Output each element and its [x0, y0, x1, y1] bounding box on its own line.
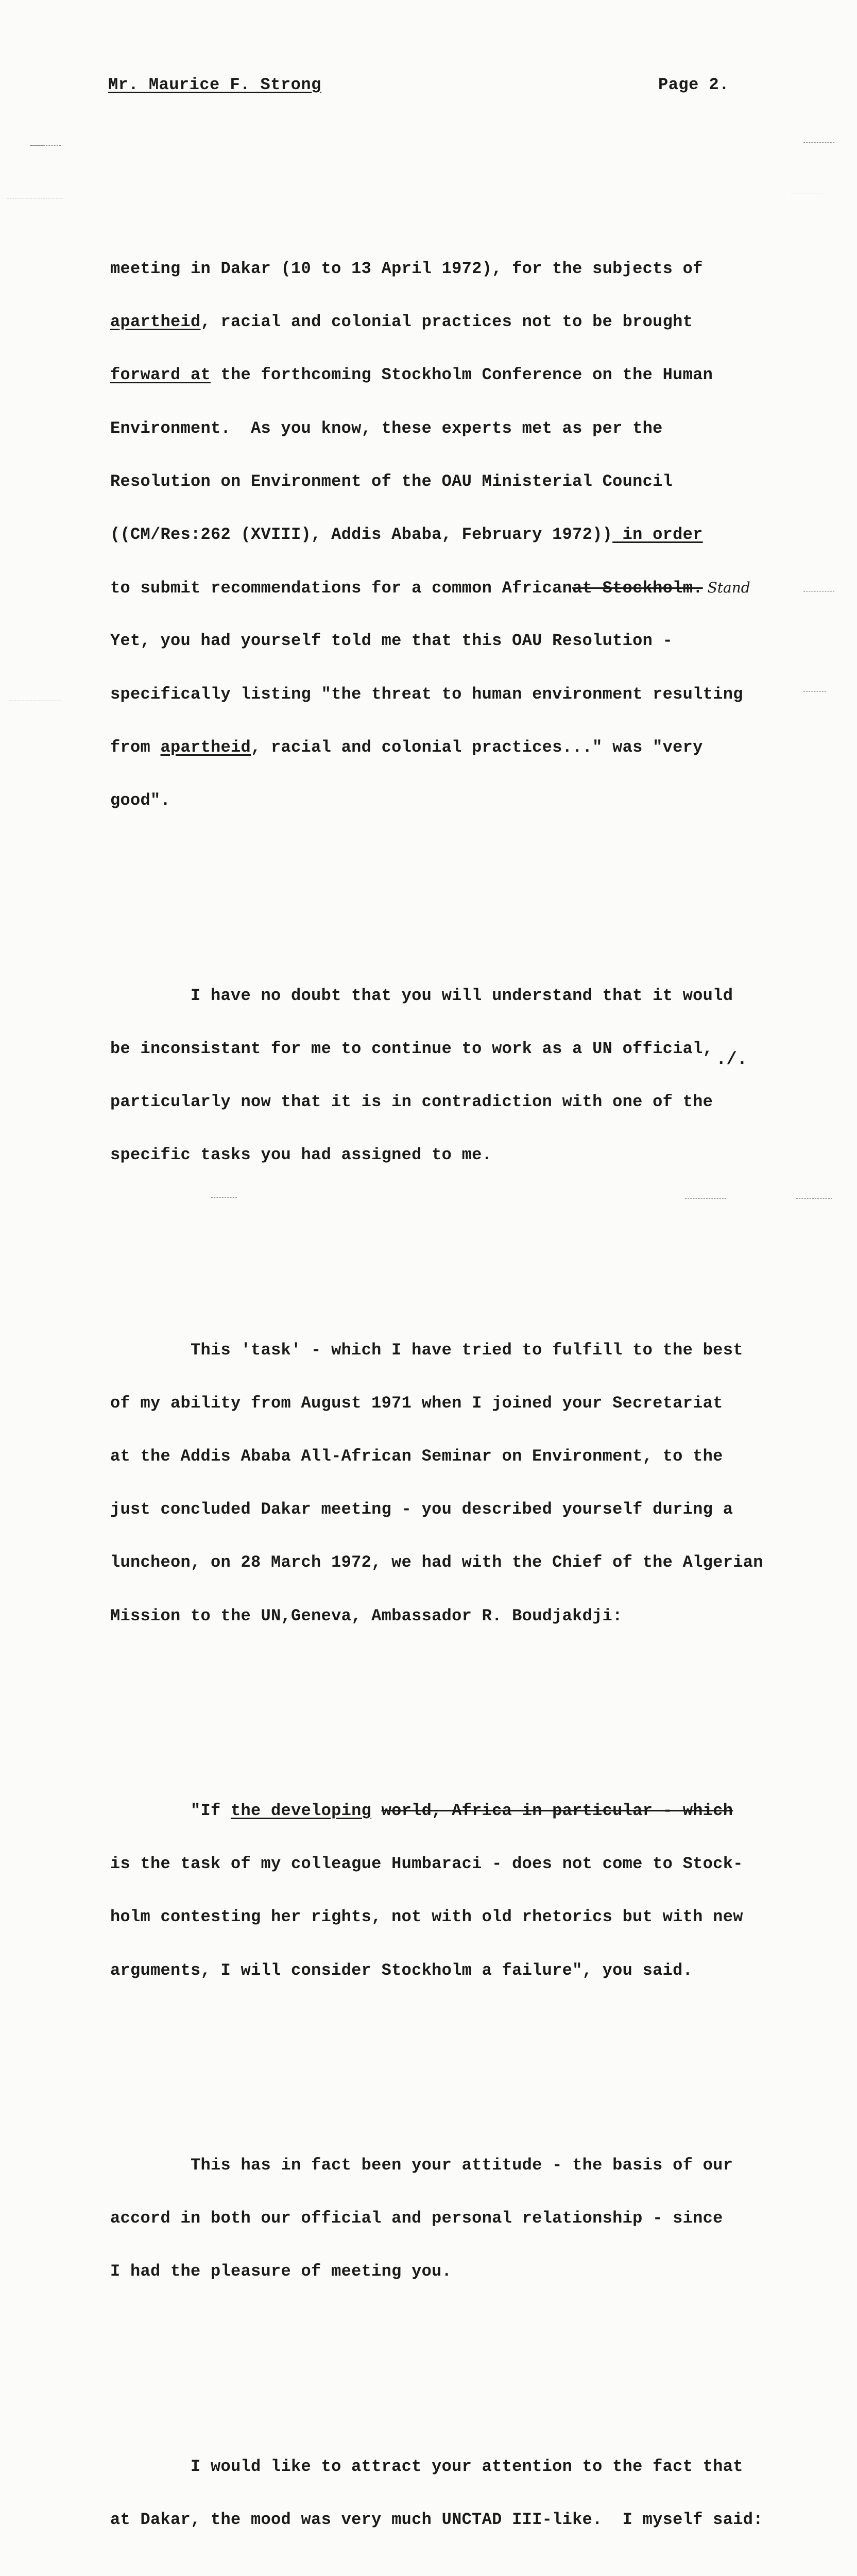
- underlined-text: apartheid: [160, 737, 251, 757]
- text-line: at Dakar, the mood was very much UNCTAD III-like. I myself said:: [110, 2510, 763, 2530]
- text-line: is the task of my colleague Humbaraci - does not come to Stock-: [110, 1854, 743, 1874]
- text-line: I had the pleasure of meeting you.: [110, 2262, 452, 2281]
- text-line: [110, 526, 811, 544]
- text-line: specifically listing "the threat to human environment resulting: [110, 684, 743, 704]
- text-line: [110, 579, 811, 597]
- text-line: [110, 366, 811, 384]
- paragraph: [110, 1767, 811, 2015]
- text-fragment: , racial and colonial practices not to be brought: [200, 312, 693, 332]
- underlined-text: in order: [612, 525, 703, 545]
- text-line: arguments, I will consider Stockholm a failure", you said.: [110, 1960, 693, 1980]
- page-number: Page 2.: [658, 75, 729, 94]
- underlined-text: apartheid: [110, 312, 201, 332]
- text-line: be inconsistant for me to continue to work as a UN official,: [110, 1039, 713, 1058]
- struck-text: world, Africa in particular - which: [381, 1801, 733, 1820]
- text-line: Yet, you had yourself told me that this OAU Resolution -: [110, 631, 673, 651]
- text-fragment: , racial and colonial practices..." was "very: [251, 737, 703, 757]
- text-line: at the Addis Ababa All-African Seminar on Environment, to the: [110, 1446, 723, 1466]
- text-line: This 'task' - which I have tried to fulfill to the best: [110, 1340, 743, 1360]
- text-line: just concluded Dakar meeting - you described yourself during a: [110, 1500, 733, 1519]
- underlined-text: forward at: [110, 365, 211, 385]
- text-line: Mission to the UN,Geneva, Ambassador R. Boudjakdji:: [110, 1606, 623, 1625]
- text-line: particularly now that it is in contradiction with one of the: [110, 1092, 713, 1111]
- text-line: luncheon, on 28 March 1972, we had with the Chief of the Algerian: [110, 1553, 763, 1572]
- paragraph: [110, 225, 811, 845]
- text-fragment: from: [110, 737, 161, 757]
- paragraph: [110, 1306, 811, 1660]
- text-line: This has in fact been your attitude - the basis of our: [110, 2156, 733, 2175]
- text-line: meeting in Dakar (10 to 13 April 1972), for the subjects of: [110, 259, 703, 279]
- text-line: of my ability from August 1971 when I joined your Secretariat: [110, 1393, 723, 1413]
- text-line: good".: [110, 791, 171, 810]
- margin-mark: [31, 145, 43, 146]
- continuation-mark: ./.: [716, 1050, 748, 1070]
- underlined-text: the developing: [231, 1801, 372, 1820]
- handwritten-insertion: Stand: [702, 579, 750, 597]
- margin-mark: [803, 142, 834, 143]
- paragraph: [110, 952, 811, 1200]
- text-line: I would like to attract your attention to the fact that: [110, 2456, 743, 2476]
- recipient-heading: Mr. Maurice F. Strong: [108, 75, 321, 94]
- text-line: Environment. As you know, these experts met as per the: [110, 418, 663, 438]
- paragraph: [110, 2422, 811, 2564]
- letter-body: [110, 172, 811, 2576]
- text-line: [110, 1802, 811, 1820]
- text-line: Resolution on Environment of the OAU Ministerial Council: [110, 471, 673, 491]
- struck-text: at Stockholm.: [572, 579, 703, 598]
- text-fragment: ((CM/Res:262 (XVIII), Addis Ababa, February 1972)): [110, 525, 613, 545]
- text-line: [110, 739, 811, 756]
- text-fragment: the forthcoming Stockholm Conference on the Human: [211, 365, 713, 385]
- paragraph: [110, 2121, 811, 2316]
- text-fragment: "If: [110, 1801, 231, 1820]
- text-line: holm contesting her rights, not with old rhetorics but with new: [110, 1907, 743, 1927]
- text-line: accord in both our official and personal relationship - since: [110, 2209, 723, 2228]
- text-line: [110, 313, 811, 331]
- text-fragment: to submit recommendations for a common African: [110, 579, 573, 598]
- text-line: I have no doubt that you will understand that it would: [110, 986, 733, 1005]
- text-line: specific tasks you had assigned to me.: [110, 1145, 492, 1165]
